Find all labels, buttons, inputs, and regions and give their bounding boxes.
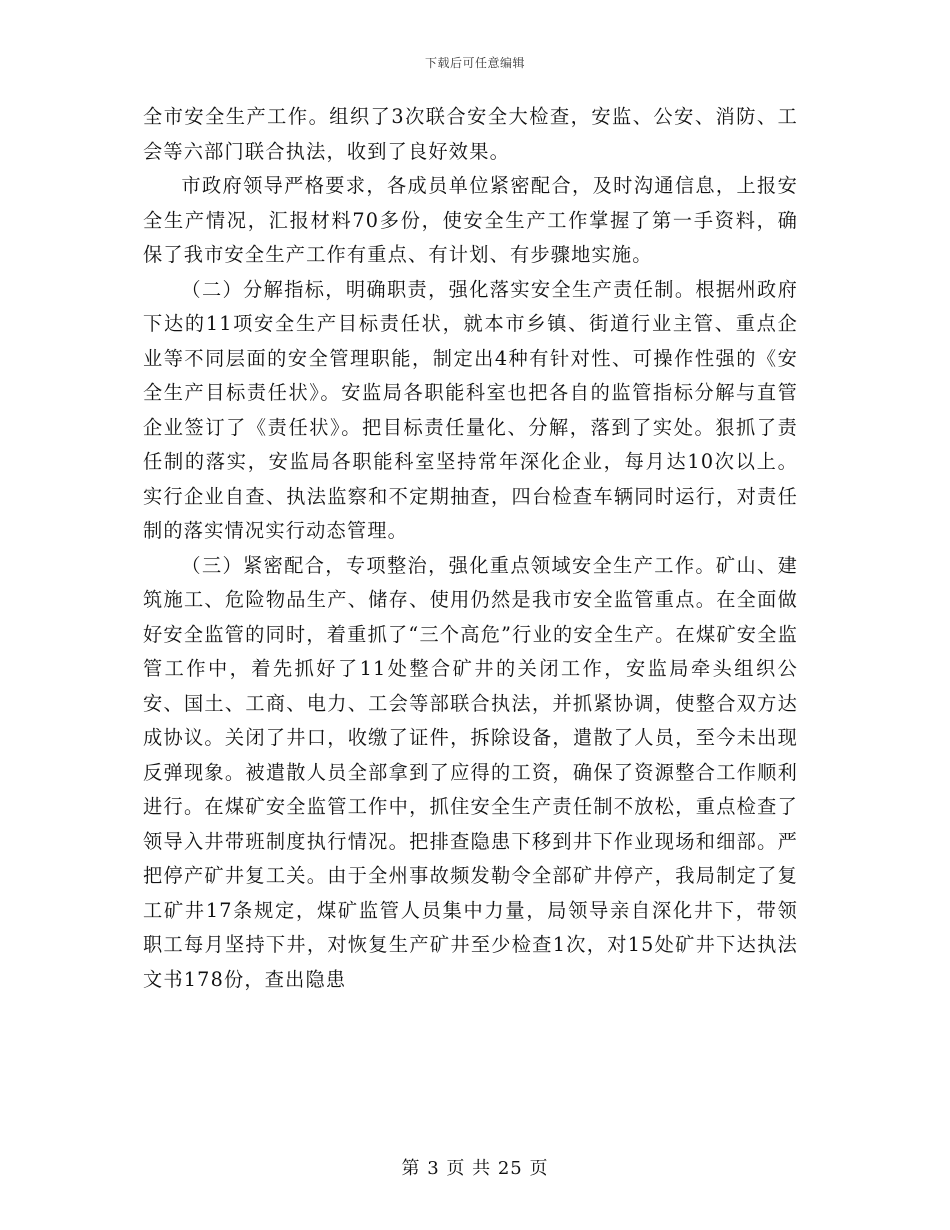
page-footer: 第 3 页 共 25 页	[401, 1158, 549, 1179]
paragraph-continuation: 全市安全生产工作。组织了3次联合安全大检查，安监、公安、消防、工会等六部门联合执法，收到了良好效果。	[143, 105, 798, 163]
paragraph-section-three: （三）紧密配合，专项整治，强化重点领域安全生产工作。矿山、建筑施工、危险物品生产、储存、使用仍然是我市安全监管重点。在全面做好安全监管的同时，着重抓了“三个高危”行业的安全生产。在煤矿安全监管工作中，着先抓好了11处整合矿井的关闭工作，安监局牵头组织公安、国土、工商、电力、工会等部联合执法，并抓紧协调，使整合双方达成协议。关闭了井口，收缴了证件，拆除设备，遣散了人员，至今未出现反弹现象。被遣散人员全部拿到了应得的工资，确保了资源整合工作顺利进行。在煤矿安全监管工作中，抓住安全生产责任制不放松，重点检查了领导入井带班制度执行情况。把排查隐患下移到井下作业现场和细部。严把停产矿井复工关。由于全州事故频发勒令全部矿井停产，我局制定了复工矿井17条规定，煤矿监管人员集中力量，局领导亲自深化井下，带领职工每月坚持下井，对恢复生产矿井至少检查1次，对15处矿井下达执法文书178份，查出隐患	[143, 553, 798, 991]
paragraph-section-two: （二）分解指标，明确职责，强化落实安全生产责任制。根据州政府下达的11项安全生产目标责任状，就本市乡镇、街道行业主管、重点企业等不同层面的安全管理职能，制定出4种有针对性、可操作性强的《安全生产目标责任状》。安监局各职能科室也把各自的监管指标分解与直管企业签订了《责任状》。把目标责任量化、分解，落到了实处。狠抓了责任制的落实，安监局各职能科室坚持常年深化企业，每月达10次以上。实行企业自查、执法监察和不定期抽查，四台检查车辆同时运行，对责任制的落实情况实行动态管理。	[143, 277, 798, 542]
paragraph-government-requirements: 市政府领导严格要求，各成员单位紧密配合，及时沟通信息，上报安全生产情况，汇报材料70多份，使安全生产工作掌握了第一手资料，确保了我市安全生产工作有重点、有计划、有步骤地实施。	[143, 174, 798, 266]
page-header: 下载后可任意编辑	[424, 56, 525, 70]
document-body	[143, 100, 798, 997]
